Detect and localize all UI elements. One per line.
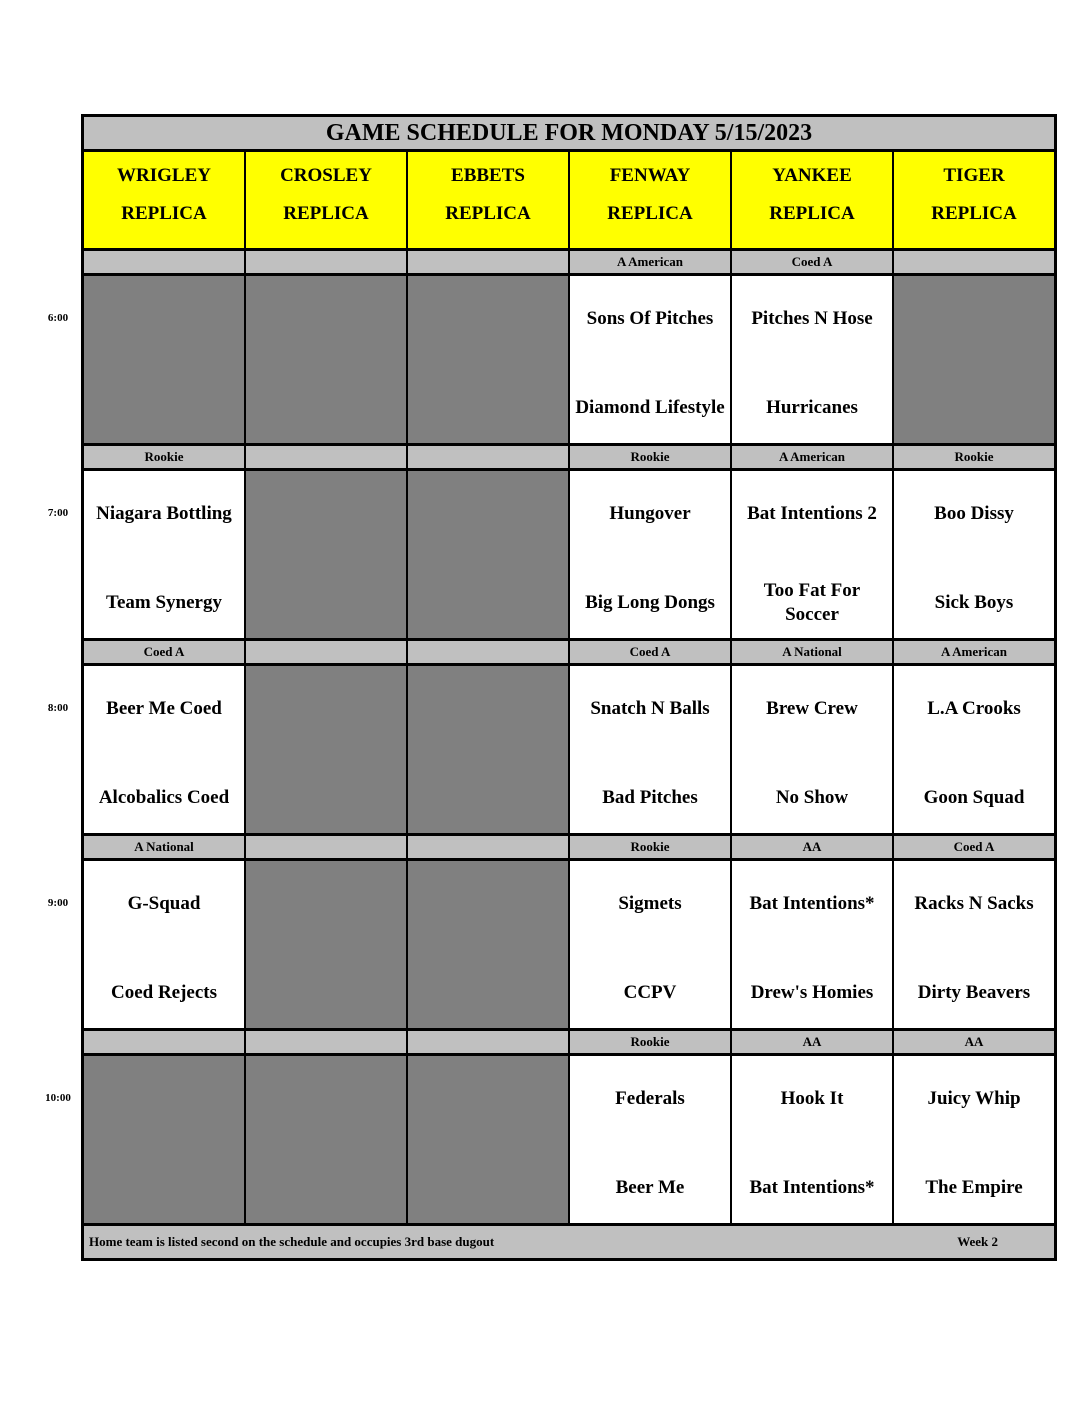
- time-label: 9:00: [47, 897, 69, 909]
- park-subtitle: REPLICA: [931, 203, 1017, 224]
- division-label: A National: [732, 641, 892, 663]
- park-subtitle: REPLICA: [445, 203, 531, 224]
- division-label: Rookie: [894, 446, 1054, 468]
- time-label: 7:00: [47, 507, 69, 519]
- week-label: Week 2: [957, 1234, 998, 1249]
- park-subtitle: REPLICA: [283, 203, 369, 224]
- division-label: Coed A: [894, 836, 1054, 858]
- division-label: Rookie: [570, 1031, 730, 1053]
- division-label: AA: [894, 1031, 1054, 1053]
- away-team: Racks N Sacks: [914, 893, 1034, 914]
- away-team: Sons Of Pitches: [586, 308, 714, 329]
- home-team: No Show: [775, 787, 849, 808]
- game-cell: [732, 471, 892, 638]
- away-team: L.A Crooks: [927, 698, 1021, 719]
- park-name: EBBETS: [451, 165, 525, 186]
- schedule-title: GAME SCHEDULE FOR MONDAY 5/15/2023: [84, 117, 1054, 149]
- empty-slot: [894, 276, 1054, 443]
- game-cell: [732, 276, 892, 443]
- park-header-crosley: [246, 152, 406, 248]
- home-team: CCPV: [623, 982, 677, 1003]
- time-label: 10:00: [45, 1092, 71, 1104]
- empty-slot: [246, 861, 406, 1028]
- home-team: Diamond Lifestyle: [575, 397, 725, 418]
- empty-slot: [408, 1056, 568, 1223]
- game-cell: [894, 471, 1054, 638]
- division-empty: [408, 1031, 568, 1053]
- empty-slot: [408, 471, 568, 638]
- park-name: WRIGLEY: [117, 165, 211, 186]
- division-empty: [894, 251, 1054, 273]
- schedule-table: [81, 114, 1057, 1261]
- game-cell: [732, 861, 892, 1028]
- park-subtitle: REPLICA: [121, 203, 207, 224]
- away-team: Pitches N Hose: [751, 308, 873, 329]
- division-empty: [246, 641, 406, 663]
- footer-bar: [84, 1226, 1054, 1258]
- game-cell: [570, 276, 730, 443]
- home-team: Team Synergy: [106, 592, 222, 613]
- park-name: CROSLEY: [280, 165, 372, 186]
- empty-slot: [84, 1056, 244, 1223]
- game-cell: [570, 861, 730, 1028]
- away-team: Federals: [615, 1088, 685, 1109]
- division-empty: [246, 836, 406, 858]
- game-cell: [570, 1056, 730, 1223]
- park-name: YANKEE: [772, 165, 852, 186]
- away-team: Snatch N Balls: [590, 698, 710, 719]
- division-empty: [84, 1031, 244, 1053]
- home-team: Bat Intentions*: [749, 1177, 875, 1198]
- home-team: Big Long Dongs: [585, 592, 715, 613]
- empty-slot: [408, 666, 568, 833]
- away-team: Sigmets: [618, 893, 682, 914]
- game-cell: [894, 666, 1054, 833]
- away-team: Juicy Whip: [927, 1088, 1021, 1109]
- park-header-tiger: [894, 152, 1054, 248]
- empty-slot: [84, 276, 244, 443]
- empty-slot: [246, 276, 406, 443]
- away-team: Bat Intentions*: [749, 893, 875, 914]
- away-team: Hook It: [780, 1088, 844, 1109]
- division-label: A American: [732, 446, 892, 468]
- home-team: Beer Me: [615, 1177, 685, 1198]
- game-cell: [894, 861, 1054, 1028]
- park-header-fenway: [570, 152, 730, 248]
- division-label: A American: [894, 641, 1054, 663]
- park-header-wrigley: [84, 152, 244, 248]
- home-team: Hurricanes: [766, 397, 858, 418]
- game-cell: [84, 666, 244, 833]
- away-team: Brew Crew: [766, 698, 858, 719]
- empty-slot: [408, 861, 568, 1028]
- division-label: Rookie: [84, 446, 244, 468]
- home-team: Dirty Beavers: [917, 982, 1031, 1003]
- away-team: Beer Me Coed: [106, 698, 222, 719]
- away-team: Boo Dissy: [934, 503, 1014, 524]
- division-label: AA: [732, 836, 892, 858]
- park-subtitle: REPLICA: [769, 203, 855, 224]
- away-team: Niagara Bottling: [96, 503, 232, 524]
- division-empty: [408, 446, 568, 468]
- game-cell: [84, 861, 244, 1028]
- home-team: Goon Squad: [923, 787, 1025, 808]
- park-name: FENWAY: [609, 165, 691, 186]
- time-label: 6:00: [47, 312, 69, 324]
- away-team: Bat Intentions 2: [747, 503, 877, 524]
- empty-slot: [408, 276, 568, 443]
- division-label: Coed A: [84, 641, 244, 663]
- division-label: A American: [570, 251, 730, 273]
- division-label: Coed A: [570, 641, 730, 663]
- division-empty: [408, 251, 568, 273]
- home-team-note: Home team is listed second on the schedule and occupies 3rd base dugout: [89, 1234, 495, 1249]
- home-team: Alcobalics Coed: [98, 787, 230, 808]
- home-team: Sick Boys: [934, 592, 1014, 613]
- division-empty: [408, 641, 568, 663]
- division-label: AA: [732, 1031, 892, 1053]
- game-cell: [570, 666, 730, 833]
- home-team: Drew's Homies: [750, 982, 874, 1003]
- park-name: TIGER: [943, 165, 1005, 186]
- division-label: A National: [84, 836, 244, 858]
- empty-slot: [246, 666, 406, 833]
- game-cell: [84, 471, 244, 638]
- division-label: Rookie: [570, 836, 730, 858]
- park-header-yankee: [732, 152, 892, 248]
- division-empty: [408, 836, 568, 858]
- park-subtitle: REPLICA: [607, 203, 693, 224]
- home-team: Too Fat For Soccer: [763, 580, 861, 625]
- division-label: Coed A: [732, 251, 892, 273]
- empty-slot: [246, 1056, 406, 1223]
- game-cell: [732, 1056, 892, 1223]
- division-label: Rookie: [570, 446, 730, 468]
- away-team: G-Squad: [127, 893, 201, 914]
- game-cell: [570, 471, 730, 638]
- division-empty: [246, 1031, 406, 1053]
- division-empty: [84, 251, 244, 273]
- away-team: Hungover: [609, 503, 691, 524]
- home-team: Coed Rejects: [110, 982, 218, 1003]
- empty-slot: [246, 471, 406, 638]
- home-team: Bad Pitches: [602, 787, 698, 808]
- division-empty: [246, 251, 406, 273]
- time-label: 8:00: [47, 702, 69, 714]
- division-empty: [246, 446, 406, 468]
- game-cell: [732, 666, 892, 833]
- game-cell: [894, 1056, 1054, 1223]
- home-team: The Empire: [925, 1177, 1023, 1198]
- park-header-ebbets: [408, 152, 568, 248]
